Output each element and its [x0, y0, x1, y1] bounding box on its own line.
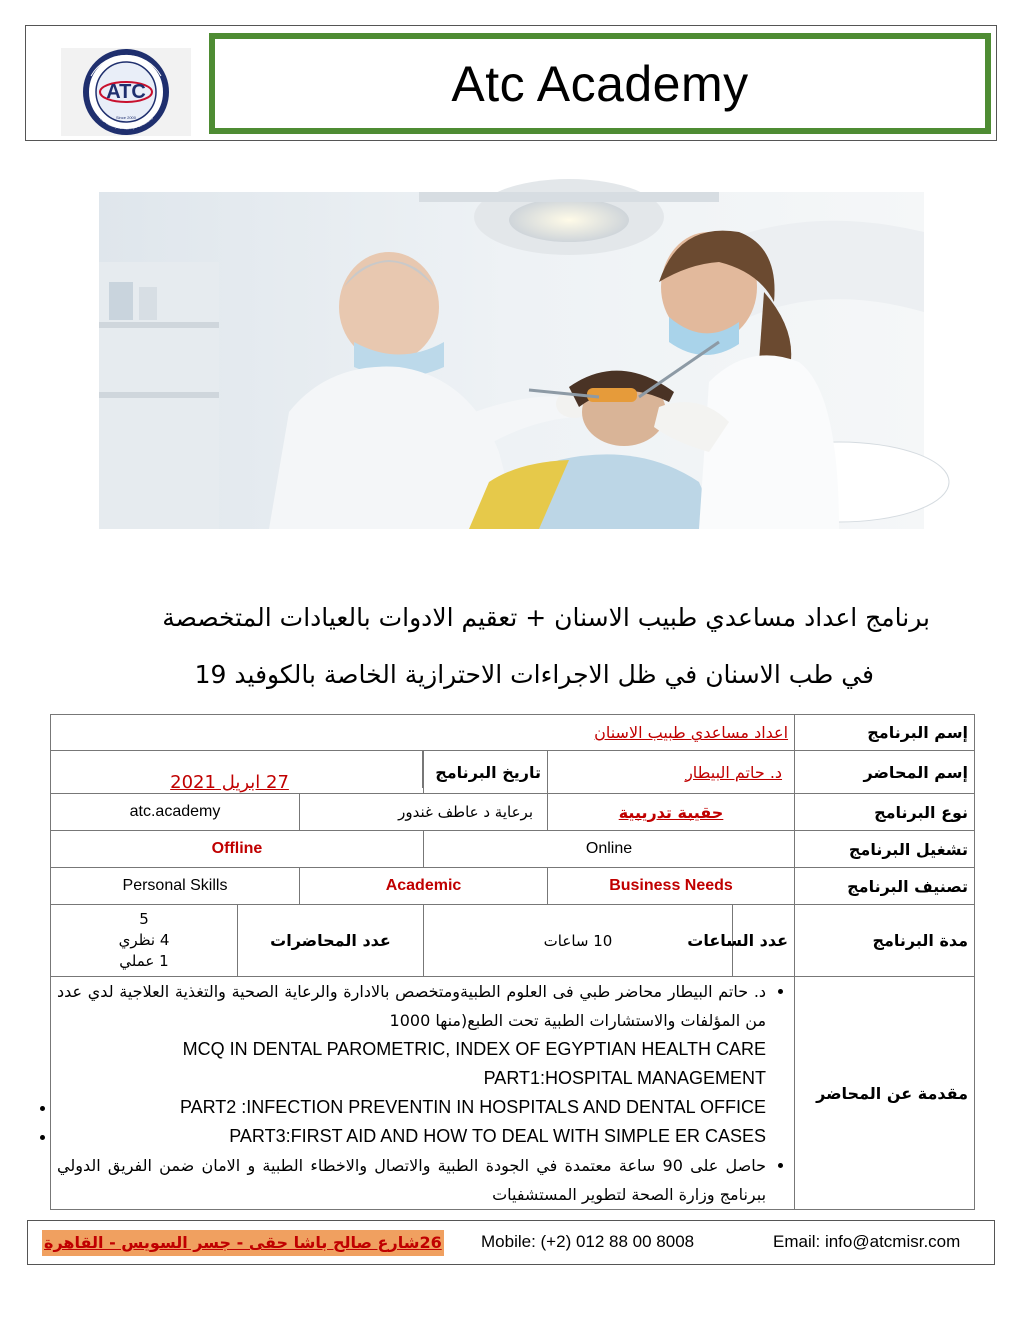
title-band: [209, 33, 991, 134]
program-name-value: اعداد مساعدي طبيب الاسنان: [594, 723, 789, 742]
header: [25, 25, 997, 141]
mode-offline: Offline: [51, 831, 424, 868]
hours-value: 10 ساعات: [424, 905, 733, 977]
row-program-type: [51, 794, 975, 831]
intro-bullet-3: • PART3:FIRST AID AND HOW TO DEAL WITH SIMPLE ER CASES: [57, 1122, 766, 1151]
lecturer-intro-label: مقدمة عن المحاضر: [795, 977, 975, 1210]
row-lecturer-intro: [51, 977, 975, 1210]
atc-logo-icon: [61, 48, 191, 136]
row-lecturer: [51, 751, 975, 794]
lecturer-name-value: د. حاتم البيطار: [685, 762, 783, 782]
logo: [61, 48, 191, 136]
lectures-theory: 4 نظري: [118, 931, 170, 949]
mode-online: Online: [424, 831, 795, 868]
svg-text:Arab Academy For Training & Co: Arab Academy For Training & Consultancy: [98, 115, 154, 131]
program-type-label: نوع البرنامج: [795, 794, 975, 831]
site-name: atc.academy: [51, 794, 300, 831]
sponsor-text: برعاية د عاطف غندور: [300, 794, 548, 831]
intro-bullet-4: • حاصل على 90 ساعة معتمدة في الجودة الطبية والاتصال والاخطاء الطبية و الامان ضمن الفريق الدولي ببرنامج وزارة الصحة لتطوير المستشفيات: [57, 1151, 766, 1209]
category-academic: Academic: [300, 868, 548, 905]
headline-line-2: في طب الاسنان في ظل الاجراءات الاحترازية الخاصة بالكوفيد 19: [194, 660, 874, 689]
row-program-duration: [51, 905, 975, 977]
svg-text:ATC: ATC: [106, 81, 146, 103]
intro-bullet-2: • PART2 :INFECTION PREVENTIN IN HOSPITALS AND DENTAL OFFICE: [57, 1093, 766, 1122]
lectures-total: 5: [139, 910, 149, 928]
footer-mobile: Mobile: (+2) 012 88 00 8008: [481, 1232, 695, 1251]
svg-text:Since 2000: Since 2000: [115, 115, 137, 120]
duration-label: مدة البرنامج: [795, 905, 975, 977]
program-table: [50, 714, 975, 1210]
program-category-label: تصنيف البرنامج: [795, 868, 975, 905]
intro-bullet-1-line-2: MCQ IN DENTAL PAROMETRIC, INDEX OF EGYPTIAN HEALTH CARE: [182, 1039, 767, 1059]
dental-photo: [99, 192, 924, 529]
lecturer-name-label: إسم المحاضر: [795, 751, 975, 794]
lectures-practical: 1 عملي: [119, 952, 169, 970]
category-personal-skills: Personal Skills: [51, 868, 300, 905]
row-program-category: [51, 868, 975, 905]
intro-bullet-1: • د. حاتم البيطار محاضر طبي فى العلوم الطبيةومتخصص بالادارة والرعاية الصحية والتغذية العلاجية لدي عدد من المؤلفات والاستشارات الطبية تحت الطبع(منها 1000: [57, 977, 766, 1035]
hours-label: عدد الساعات: [733, 905, 795, 977]
row-program-mode: [51, 831, 975, 868]
headline-line-1: برنامج اعداد مساعدي طبيب الاسنان + تعقيم الادوات بالعيادات المتخصصة: [162, 603, 930, 632]
row-program-name: [51, 715, 975, 751]
intro-bullet-1-line-3: PART1:HOSPITAL MANAGEMENT: [483, 1068, 767, 1088]
footer: [27, 1220, 995, 1265]
footer-address: 26شارع صالح باشا حقى - جسر السويس - القاهرة: [42, 1230, 444, 1256]
program-date-label: تاريخ البرنامج: [424, 751, 548, 794]
lectures-label: عدد المحاضرات: [238, 905, 424, 977]
program-name-label: إسم البرنامج: [795, 715, 975, 751]
page-title: Atc Academy: [451, 55, 749, 112]
program-date-value: 27 ابريل 2021: [170, 772, 289, 793]
program-type-value: حقيبة تدريبية: [618, 802, 724, 822]
lecturer-intro: [51, 977, 795, 1210]
category-business-needs: Business Needs: [548, 868, 795, 905]
footer-email[interactable]: Email: info@atcmisr.com: [773, 1232, 961, 1251]
program-mode-label: تشغيل البرنامج: [795, 831, 975, 868]
